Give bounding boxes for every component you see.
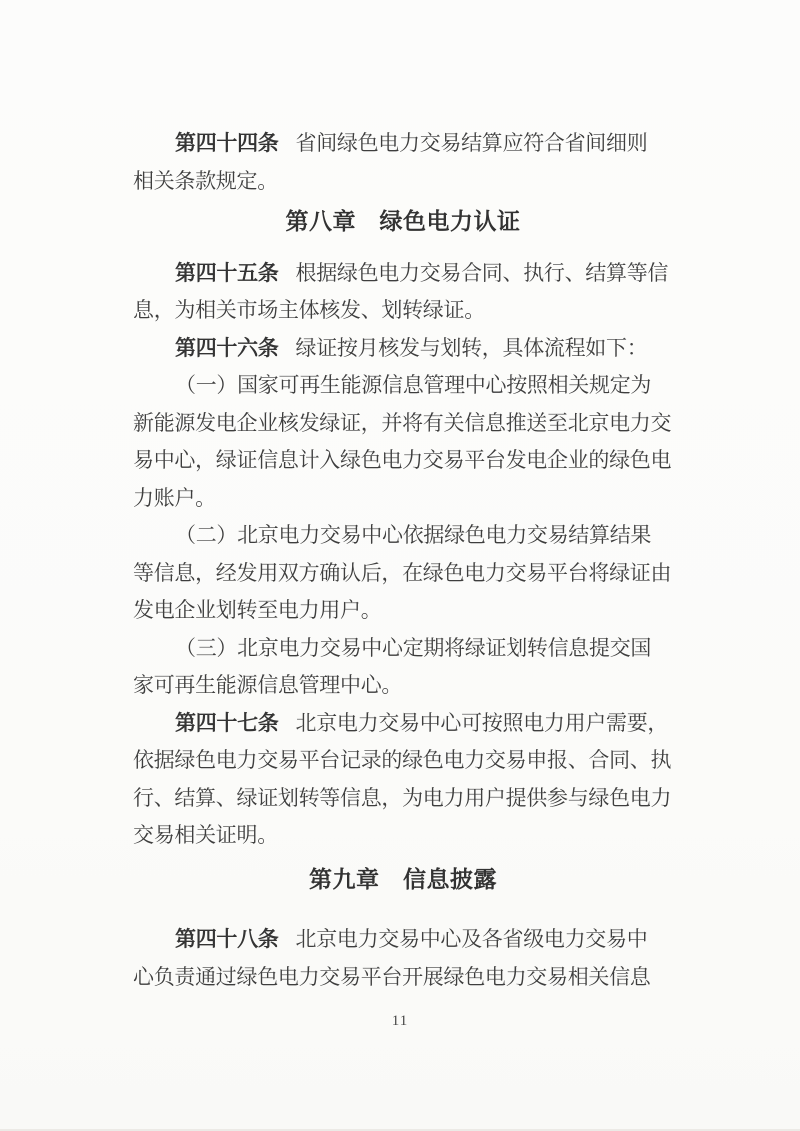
article-45-line-1 bbox=[133, 255, 673, 293]
item-3-line-1 bbox=[133, 630, 673, 668]
article-46-line-1 bbox=[133, 330, 673, 368]
article-45-label: 第四十五条 bbox=[175, 260, 279, 285]
chapter-8-heading: 第八章 绿色电力认证 bbox=[285, 209, 521, 234]
line-text: 心负责通过绿色电力交易平台开展绿色电力交易相关信息 bbox=[133, 964, 651, 989]
line-text: 息，为相关市场主体核发、划转绿证。 bbox=[133, 298, 485, 322]
line-text: 行、结算、绿证划转等信息，为电力用户提供参与绿色电力 bbox=[133, 785, 672, 810]
item-3-line-2 bbox=[133, 667, 673, 705]
article-47-label: 第四十七条 bbox=[175, 710, 279, 735]
item-2-line-3 bbox=[133, 592, 673, 630]
item-1-line-3 bbox=[133, 442, 673, 480]
line-text: 依据绿色电力交易平台记录的绿色电力交易申报、合同、执 bbox=[133, 748, 672, 772]
line-text: 北京电力交易中心及各省级电力交易中 bbox=[295, 927, 648, 951]
line-text: 家可再生能源信息管理中心。 bbox=[133, 673, 403, 697]
article-48-line-1 bbox=[133, 921, 673, 959]
line-text: 力账户。 bbox=[133, 485, 216, 510]
article-45-line-2 bbox=[133, 292, 673, 330]
line-text: 绿证按月核发与划转，具体流程如下： bbox=[295, 335, 648, 360]
article-48-label: 第四十八条 bbox=[175, 927, 279, 951]
page-number: 11 bbox=[391, 1013, 409, 1029]
line-text: （三）北京电力交易中心定期将绿证划转信息提交国 bbox=[175, 635, 652, 660]
line-text: 省间绿色电力交易结算应符合省间细则 bbox=[295, 131, 648, 155]
item-2-line-2 bbox=[133, 555, 673, 593]
article-46-label: 第四十六条 bbox=[175, 335, 279, 360]
line-text: 等信息，经发用双方确认后，在绿色电力交易平台将绿证由 bbox=[133, 560, 672, 585]
line-text: 北京电力交易中心可按照电力用户需要， bbox=[295, 710, 669, 735]
article-44-line-2 bbox=[133, 163, 673, 201]
article-44-label: 第四十四条 bbox=[175, 131, 279, 155]
article-47-line-4 bbox=[133, 817, 673, 855]
article-44-line-1 bbox=[133, 125, 673, 163]
line-text: 新能源发电企业核发绿证，并将有关信息推送至北京电力交 bbox=[133, 410, 672, 435]
item-1-line-2 bbox=[133, 405, 673, 443]
document-body bbox=[133, 125, 673, 996]
article-47-line-2 bbox=[133, 742, 673, 780]
line-text: 相关条款规定。 bbox=[133, 168, 278, 193]
line-text: （一）国家可再生能源信息管理中心按照相关规定为 bbox=[175, 373, 652, 397]
line-text: 根据绿色电力交易合同、执行、结算等信 bbox=[295, 260, 669, 285]
item-2-line-1 bbox=[133, 517, 673, 555]
item-1-line-1 bbox=[133, 367, 673, 405]
chapter-9-heading: 第九章 信息披露 bbox=[309, 866, 497, 892]
item-1-line-4 bbox=[133, 480, 673, 518]
line-text: 易中心，绿证信息计入绿色电力交易平台发电企业的绿色电 bbox=[133, 448, 672, 472]
article-48-line-2 bbox=[133, 959, 673, 997]
article-47-line-3 bbox=[133, 780, 673, 818]
article-47-line-1 bbox=[133, 705, 673, 743]
line-text: 发电企业划转至电力用户。 bbox=[133, 598, 382, 622]
line-text: 交易相关证明。 bbox=[133, 823, 278, 847]
line-text: （二）北京电力交易中心依据绿色电力交易结算结果 bbox=[175, 523, 652, 547]
